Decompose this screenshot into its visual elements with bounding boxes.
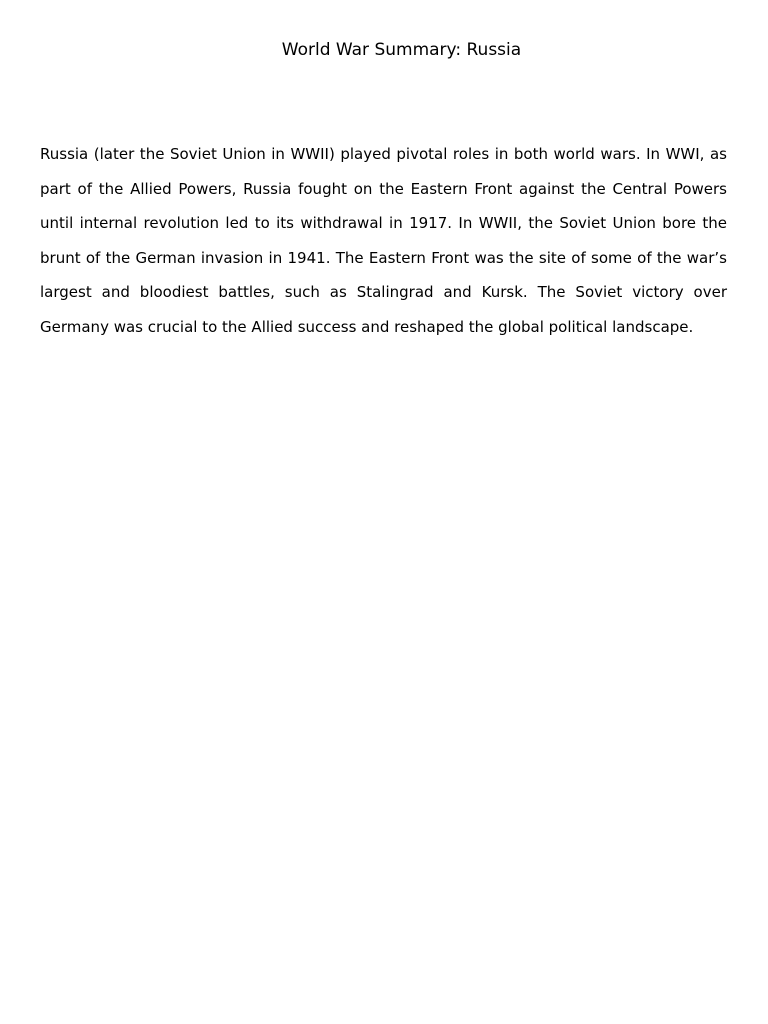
document-paragraph: Russia (later the Soviet Union in WWII) played pivotal roles in both world wars. In WWI, as part of the Allied Powers, Russia fought on the Eastern Front against the Central Powers until internal revolution led to its withdrawal in 1917. In WWII, the Soviet Union bore the brunt of the German invasion in 1941. The Eastern Front was the site of some of the war’s largest and bloodiest battles, such as Stalingrad and Kursk. The Soviet victory over Germany was crucial to the Allied success and reshaped the global political landscape. [40,145,727,336]
document-title: World War Summary: Russia [281,40,522,60]
